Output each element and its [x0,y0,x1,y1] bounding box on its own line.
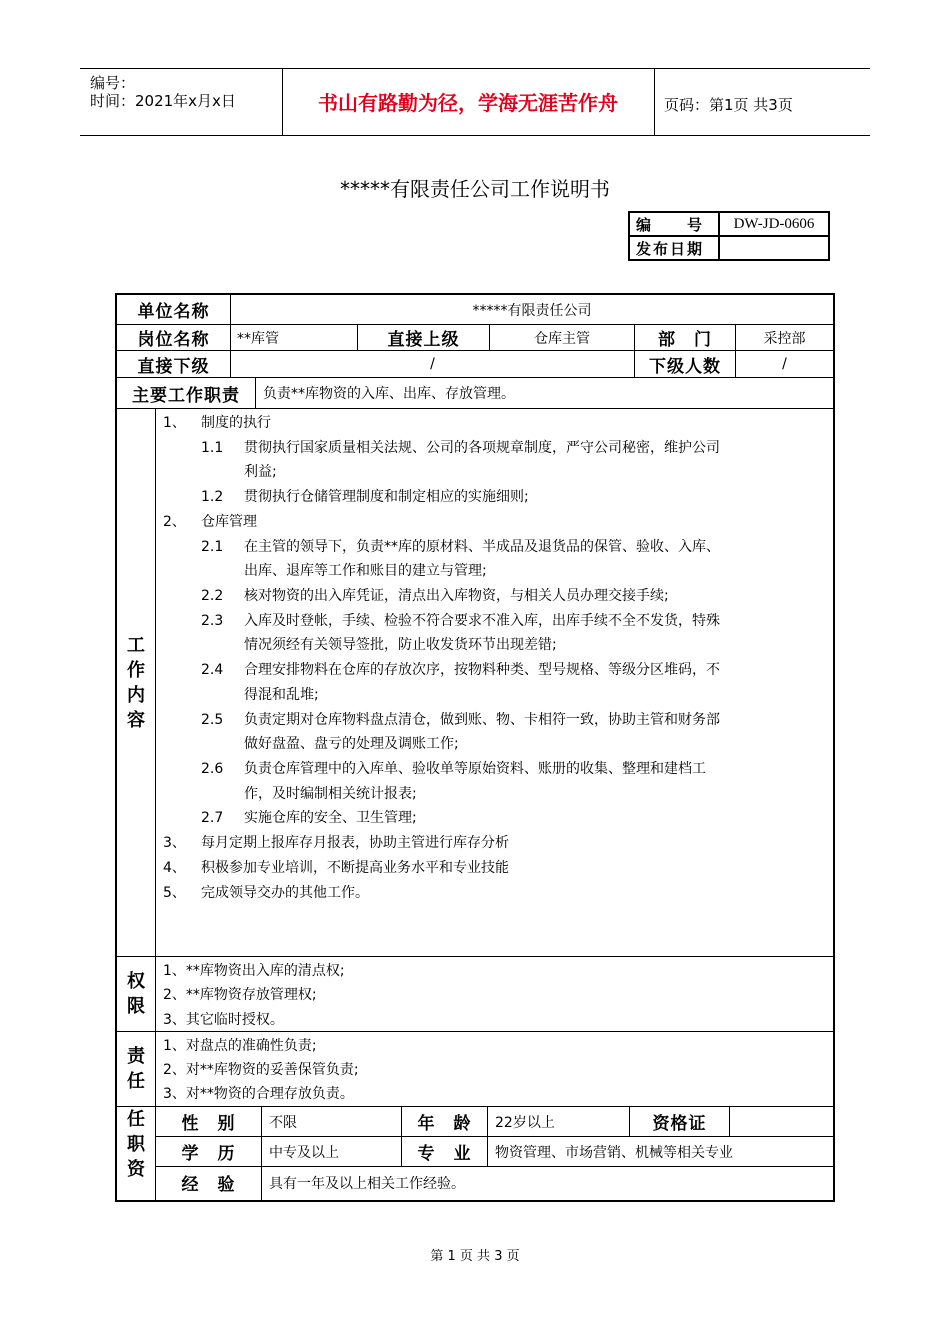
work-line: 利益; [244,464,277,480]
work-line: 3、 每月定期上报库存月报表，协助主管进行库存分析 [163,835,509,851]
work-line: 1、 制度的执行 [163,415,271,431]
main-duty-label: 主要工作职责 [132,385,240,406]
post-name-value: **库管 [237,330,279,347]
department-value: 采控部 [763,330,806,347]
authority-line: 1、**库物资出入库的清点权; [163,963,345,979]
authority-line: 2、**库物资存放管理权; [163,987,317,1003]
work-content-list [163,411,833,951]
header-page-label: 页码：第1页 共3页 [664,96,793,114]
direct-subordinate-value: / [430,356,435,372]
responsibility-line: 1、对盘点的准确性负责; [163,1038,317,1054]
direct-subordinate-label: 直接下级 [137,356,210,377]
work-line: 出库、退库等工作和账目的建立与管理; [244,563,487,579]
major-value: 物资管理、市场营销、机械等相关专业 [495,1144,733,1161]
work-content-label: 工 作 内 容 [127,634,145,731]
code-label: 编 号 [629,212,719,236]
code-value: DW-JD-0606 [719,212,829,236]
work-line: 2.4 合理安排物料在仓库的存放次序，按物料种类、型号规格、等级分区堆码，不 [201,662,720,678]
work-line: 2.6 负责仓库管理中的入库单、验收单等原始资料、账册的收集、整理和建档工 [201,761,706,777]
document-title: *****有限责任公司工作说明书 [340,177,610,201]
work-line: 得混和乱堆; [244,687,319,703]
work-line: 2.7 实施仓库的安全、卫生管理; [201,810,417,826]
unit-name-value: *****有限责任公司 [472,302,592,319]
page-footer: 第 1 页 共 3 页 [430,1249,520,1264]
subordinate-count-value: / [782,356,787,372]
post-name-label: 岗位名称 [137,330,210,350]
header-time-label: 时间：2021年x月x日 [90,92,236,110]
authority-line: 3、其它临时授权。 [163,1012,284,1028]
responsibility-line: 2、对**库物资的妥善保管负责; [163,1062,359,1078]
education-value: 中专及以上 [269,1144,339,1161]
direct-superior-label: 直接上级 [387,330,460,350]
header-divider-right [654,68,655,135]
work-line: 2.2 核对物资的出入库凭证，清点出入库物资，与相关人员办理交接手续; [201,588,669,604]
main-duty-value: 负责**库物资的入库、出库、存放管理。 [263,386,515,402]
work-line: 4、 积极参加专业培训，不断提高业务水平和专业技能 [163,860,509,876]
qualification-label: 任 职 资 [127,1109,145,1180]
header-motto: 书山有路勤为径，学海无涯苦作舟 [318,91,618,115]
certificate-value [737,1107,831,1136]
experience-value: 具有一年及以上相关工作经验。 [269,1175,465,1192]
gender-label: 性 别 [181,1114,236,1134]
age-value: 22岁以上 [495,1114,555,1131]
work-line: 2.5 负责定期对仓库物料盘点清仓，做到账、物、卡相符一致，协助主管和财务部 [201,712,720,728]
gender-value: 不限 [269,1114,297,1131]
job-description-form [115,293,835,1202]
direct-superior-value: 仓库主管 [534,330,590,347]
document-code-table [628,211,830,261]
department-label: 部 门 [658,330,712,350]
major-label: 专 业 [417,1144,472,1164]
age-label: 年 龄 [417,1114,472,1134]
work-line: 2、 仓库管理 [163,514,257,530]
education-label: 学 历 [181,1144,236,1164]
responsibility-label: 责 任 [127,1046,145,1092]
work-line: 5、 完成领导交办的其他工作。 [163,885,369,901]
header-code-label: 编号： [90,74,136,92]
subordinate-count-label: 下级人数 [649,356,721,377]
responsibility-line: 3、对**物资的合理存放负责。 [163,1086,354,1102]
work-line: 1.2 贯彻执行仓储管理制度和制定相应的实施细则; [201,489,529,505]
work-line: 2.1 在主管的领导下，负责**库的原材料、半成品及退货品的保管、验收、入库、 [201,539,720,555]
unit-name-label: 单位名称 [137,302,210,322]
experience-label: 经 验 [181,1175,236,1195]
work-line: 作，及时编制相关统计报表; [244,786,417,802]
release-date-value [719,236,829,260]
certificate-label: 资格证 [652,1114,707,1134]
authority-label: 权 限 [127,971,145,1017]
work-line: 2.3 入库及时登帐，手续、检验不符合要求不准入库，出库手续不全不发货，特殊 [201,613,720,629]
work-line: 情况须经有关领导签批，防止收发货环节出现差错; [244,637,557,653]
work-line: 1.1 贯彻执行国家质量相关法规、公司的各项规章制度，严守公司秘密，维护公司 [201,440,720,456]
release-date-label: 发布日期 [629,236,719,260]
work-line: 做好盘盈、盘亏的处理及调账工作; [244,736,459,752]
header-bottom-rule [80,135,870,136]
